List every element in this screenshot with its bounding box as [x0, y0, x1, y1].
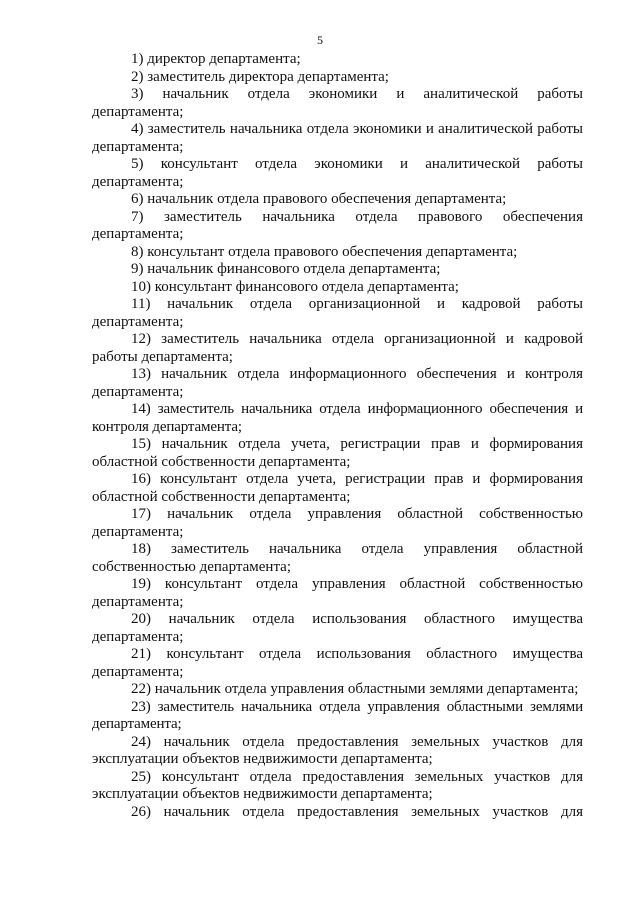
- list-item: 16) консультант отдела учета, регистрации прав и формирования областной собственности департамента;: [92, 471, 583, 505]
- list-item: 12) заместитель начальника отдела организационной и кадровой работы департамента;: [92, 331, 583, 365]
- list-item: 17) начальник отдела управления областной собственностью департамента;: [92, 506, 583, 540]
- list-item: 26) начальник отдела предоставления земельных участков для: [131, 803, 583, 820]
- list-item: 1) директор департамента;: [131, 51, 301, 67]
- list-item: 15) начальник отдела учета, регистрации прав и формирования областной собственности департамента;: [92, 436, 583, 470]
- list-item: 21) консультант отдела использования областного имущества департамента;: [92, 646, 583, 680]
- list-item: 20) начальник отдела использования областного имущества департамента;: [92, 611, 583, 645]
- list-item: 4) заместитель начальника отдела экономики и аналитической работы департамента;: [92, 121, 583, 155]
- list-item: 6) начальник отдела правового обеспечения департамента;: [131, 191, 507, 207]
- list-item: 13) начальник отдела информационного обеспечения и контроля департамента;: [92, 366, 583, 400]
- list-item: 7) заместитель начальника отдела правового обеспечения департамента;: [92, 208, 583, 242]
- list-item: 18) заместитель начальника отдела управления областной собственностью департамента;: [92, 541, 583, 575]
- list-item: 9) начальник финансового отдела департамента;: [131, 261, 441, 277]
- list-item: 23) заместитель начальника отдела управления областными землями департамента;: [92, 698, 583, 732]
- list-item: 2) заместитель директора департамента;: [131, 68, 389, 85]
- list-item: 22) начальник отдела управления областными землями департамента;: [131, 681, 579, 697]
- list-item: 3) начальник отдела экономики и аналитической работы департамента;: [92, 86, 583, 120]
- list-item: 8) консультант отдела правового обеспечения департамента;: [131, 243, 518, 260]
- list-item: 5) консультант отдела экономики и аналитической работы департамента;: [92, 156, 583, 190]
- list-item: 10) консультант финансового отдела департамента;: [131, 278, 459, 295]
- list-item: 24) начальник отдела предоставления земельных участков для эксплуатации объектов недвижимости департамента;: [92, 733, 583, 767]
- list-item: 25) консультант отдела предоставления земельных участков для эксплуатации объектов недвижимости департамента;: [92, 768, 583, 802]
- list-item: 14) заместитель начальника отдела информационного обеспечения и контроля департамента;: [92, 401, 583, 435]
- page-number: 5: [317, 33, 323, 47]
- list-item: 11) начальник отдела организационной и кадровой работы департамента;: [92, 296, 583, 330]
- position-list: [92, 51, 583, 821]
- list-item: 19) консультант отдела управления областной собственностью департамента;: [92, 576, 583, 610]
